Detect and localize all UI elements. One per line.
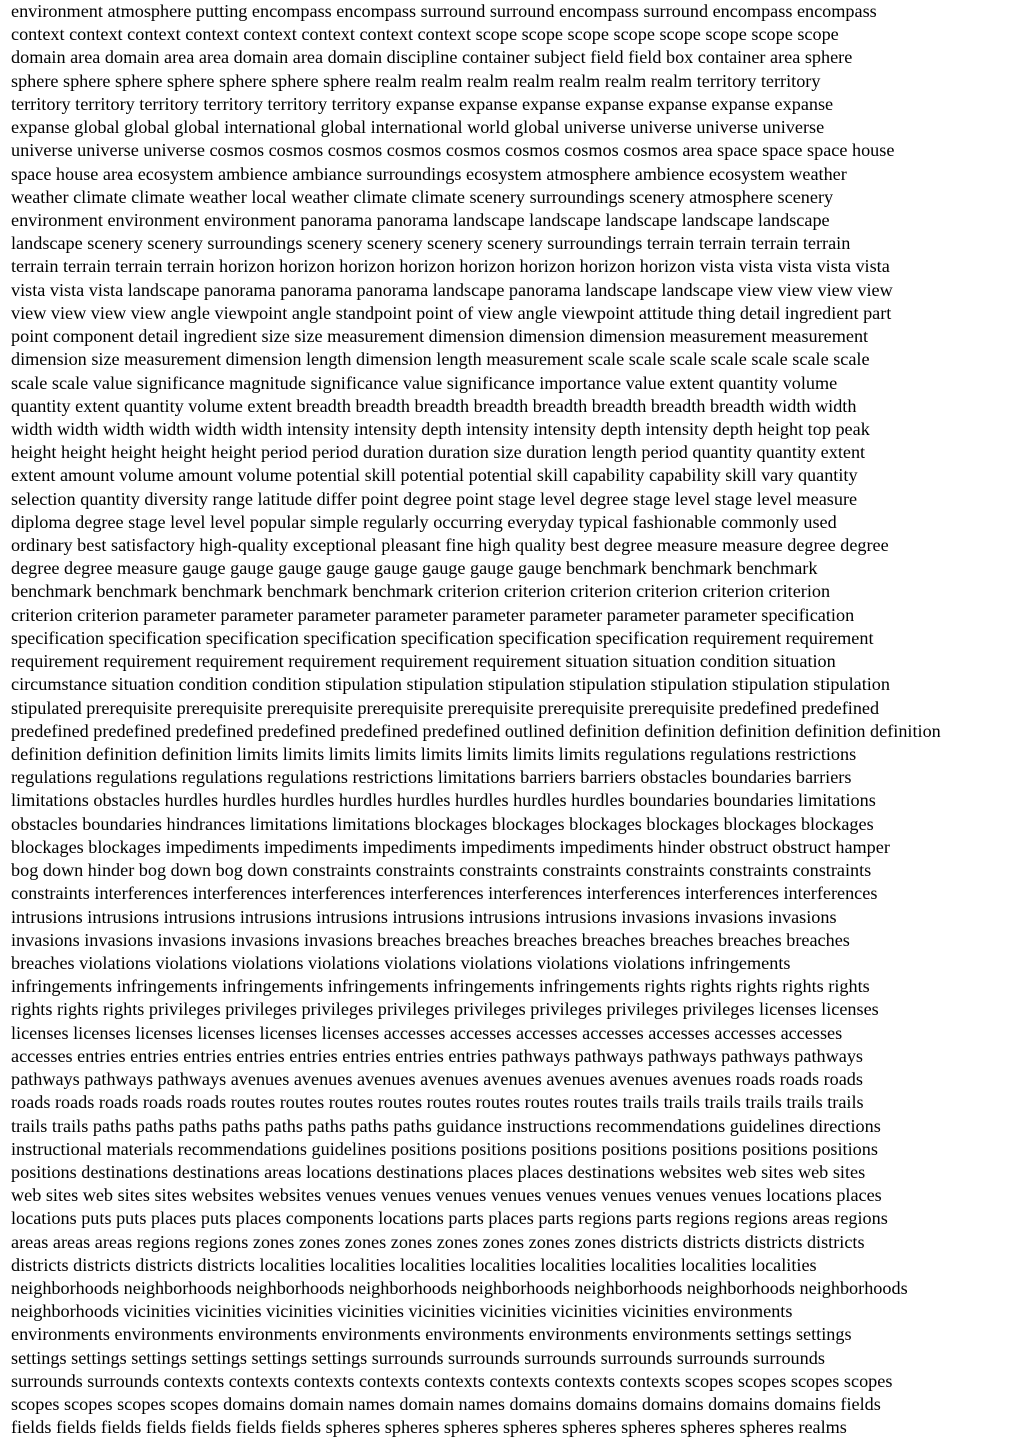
text-line: blockages blockages impediments impediments impediments impediments impediments hinder obstruct obstruct hamper: [11, 836, 890, 857]
text-line: selection quantity diversity range latitude differ point degree point stage level degree stage level stage level measure: [11, 488, 858, 509]
text-line: height height height height height period period duration duration size duration length period quantity quantity extent: [11, 442, 866, 463]
text-line: environment atmosphere putting encompass encompass surround surround encompass surround encompass encompass: [11, 1, 877, 21]
text-line: degree degree measure gauge gauge gauge gauge gauge gauge gauge gauge benchmark benchmark benchmark: [11, 558, 818, 579]
text-line: positions destinations destinations areas locations destinations places places destinations websites web sites web sites: [11, 1161, 866, 1182]
text-line: sphere sphere sphere sphere sphere sphere sphere realm realm realm realm realm realm realm territory territory: [11, 70, 821, 91]
text-line: infringements infringements infringements infringements infringements infringements rights rights rights rights rights: [11, 976, 870, 997]
text-line: obstacles boundaries hindrances limitations limitations blockages blockages blockages blockages blockages blockages: [11, 813, 874, 834]
text-line: view view view view angle viewpoint angle standpoint point of view angle viewpoint attitude thing detail ingredient part: [11, 302, 892, 323]
text-line: space house area ecosystem ambience ambiance surroundings ecosystem atmosphere ambience ecosystem weather: [11, 163, 847, 184]
text-line: diploma degree stage level level popular simple regularly occurring everyday typical fashionable commonly used: [11, 511, 837, 532]
text-line: areas areas areas regions regions zones zones zones zones zones zones zones zones districts districts districts districts: [11, 1231, 865, 1252]
text-line: breaches violations violations violations violations violations violations violations violations infringements: [11, 952, 791, 973]
text-line: territory territory territory territory territory territory expanse expanse expanse expanse expanse expanse expanse: [11, 93, 834, 114]
text-line: environments environments environments environments environments environments environments settings settings: [11, 1324, 852, 1345]
text-line: licenses licenses licenses licenses licenses licenses accesses accesses accesses accesses accesses accesses accesses: [11, 1022, 843, 1043]
text-line: neighborhoods neighborhoods neighborhoods neighborhoods neighborhoods neighborhoods neighborhoods neighborhoods: [11, 1278, 908, 1299]
text-line: width width width width width width intensity intensity depth intensity intensity depth intensity depth height top peak: [11, 418, 870, 439]
text-line: invasions invasions invasions invasions invasions breaches breaches breaches breaches breaches breaches breaches: [11, 929, 850, 950]
text-line: predefined predefined predefined predefined predefined predefined outlined definition definition definition definition definition: [11, 720, 941, 741]
text-line: scale scale value significance magnitude significance value significance importance value extent quantity volume: [11, 372, 838, 393]
text-line: districts districts districts districts localities localities localities localities localities localities localities localities: [11, 1254, 817, 1275]
text-line: surrounds surrounds contexts contexts contexts contexts contexts contexts contexts contexts scopes scopes scopes scopes: [11, 1370, 893, 1391]
text-line: vista vista vista landscape panorama panorama panorama landscape panorama landscape landscape view view view view: [11, 279, 893, 300]
text-line: neighborhoods vicinities vicinities vicinities vicinities vicinities vicinities vicinities vicinities environments: [11, 1301, 793, 1322]
text-line: expanse global global global international global international world global universe universe universe universe: [11, 117, 825, 138]
text-line: constraints interferences interferences interferences interferences interferences interferences interferences interferences: [11, 883, 878, 904]
text-line: scopes scopes scopes scopes domains domain names domain names domains domains domains domains domains fields: [11, 1394, 881, 1415]
text-line: stipulated prerequisite prerequisite prerequisite prerequisite prerequisite prerequisite prerequisite predefined predefined: [11, 697, 880, 718]
text-line: landscape scenery scenery surroundings scenery scenery scenery scenery surroundings terrain terrain terrain terrain: [11, 233, 851, 254]
text-line: locations puts puts places puts places components locations parts places parts regions parts regions regions areas regions: [11, 1208, 888, 1229]
text-line: bog down hinder bog down bog down constraints constraints constraints constraints constraints constraints constraints: [11, 860, 872, 881]
text-line: rights rights rights privileges privileges privileges privileges privileges privileges privileges privileges licenses licenses: [11, 999, 879, 1020]
text-line: trails trails paths paths paths paths paths paths paths paths guidance instructions recommendations guidelines directions: [11, 1115, 881, 1136]
text-line: point component detail ingredient size size measurement dimension dimension dimension measurement measurement: [11, 326, 869, 347]
text-line: dimension size measurement dimension length dimension length measurement scale scale scale scale scale scale scale: [11, 349, 870, 370]
text-line: regulations regulations regulations regulations restrictions limitations barriers barriers obstacles boundaries barriers: [11, 767, 852, 788]
text-line: criterion criterion parameter parameter parameter parameter parameter parameter parameter parameter specification: [11, 604, 855, 625]
text-line: settings settings settings settings settings settings surrounds surrounds surrounds surrounds surrounds surrounds: [11, 1347, 825, 1368]
text-line: universe universe universe cosmos cosmos cosmos cosmos cosmos cosmos cosmos cosmos area space space space house: [11, 140, 895, 161]
text-line: accesses entries entries entries entries entries entries entries entries pathways pathways pathways pathways pathways: [11, 1045, 863, 1066]
text-line: intrusions intrusions intrusions intrusions intrusions intrusions intrusions intrusions invasions invasions invasions: [11, 906, 837, 927]
text-line: weather climate climate weather local weather climate climate scenery surroundings scenery atmosphere scenery: [11, 186, 834, 207]
text-line: roads roads roads roads roads routes routes routes routes routes routes routes routes trails trails trails trails trails trails: [11, 1092, 864, 1113]
text-line: circumstance situation condition condition stipulation stipulation stipulation stipulation stipulation stipulation stipulation: [11, 674, 890, 695]
text-line: requirement requirement requirement requirement requirement requirement situation situation condition situation: [11, 651, 836, 672]
text-line: web sites web sites sites websites websites venues venues venues venues venues venues venues venues locations places: [11, 1185, 882, 1206]
text-line: specification specification specification specification specification specification specification requirement requirement: [11, 627, 874, 648]
text-line: terrain terrain terrain terrain horizon horizon horizon horizon horizon horizon horizon horizon vista vista vista vista vista: [11, 256, 890, 277]
text-line: extent amount volume amount volume potential skill potential potential skill capability capability skill vary quantity: [11, 465, 858, 486]
text-line: quantity extent quantity volume extent breadth breadth breadth breadth breadth breadth breadth breadth width width: [11, 395, 857, 416]
text-line: pathways pathways pathways avenues avenues avenues avenues avenues avenues avenues avenues roads roads roads: [11, 1069, 863, 1090]
text-line: context context context context context context context context scope scope scope scope scope scope scope scope: [11, 24, 839, 45]
text-line: environment environment environment panorama panorama landscape landscape landscape landscape landscape: [11, 209, 830, 230]
text-line: instructional materials recommendations guidelines positions positions positions positions positions positions positions: [11, 1138, 878, 1159]
text-line: definition definition definition limits limits limits limits limits limits limits limits regulations regulations restrictions: [11, 744, 857, 764]
text-line: domain area domain area area domain area domain discipline container subject field field box container area sphere: [11, 47, 853, 68]
text-line: limitations obstacles hurdles hurdles hurdles hurdles hurdles hurdles hurdles hurdles boundaries boundaries limitations: [11, 790, 876, 811]
text-line: fields fields fields fields fields fields fields spheres spheres spheres spheres spheres spheres spheres spheres realms: [11, 1417, 847, 1438]
text-line: ordinary best satisfactory high-quality exceptional pleasant fine high quality best degree measure measure degree degree: [11, 535, 889, 556]
text-line: benchmark benchmark benchmark benchmark benchmark criterion criterion criterion criterion criterion criterion: [11, 581, 831, 602]
